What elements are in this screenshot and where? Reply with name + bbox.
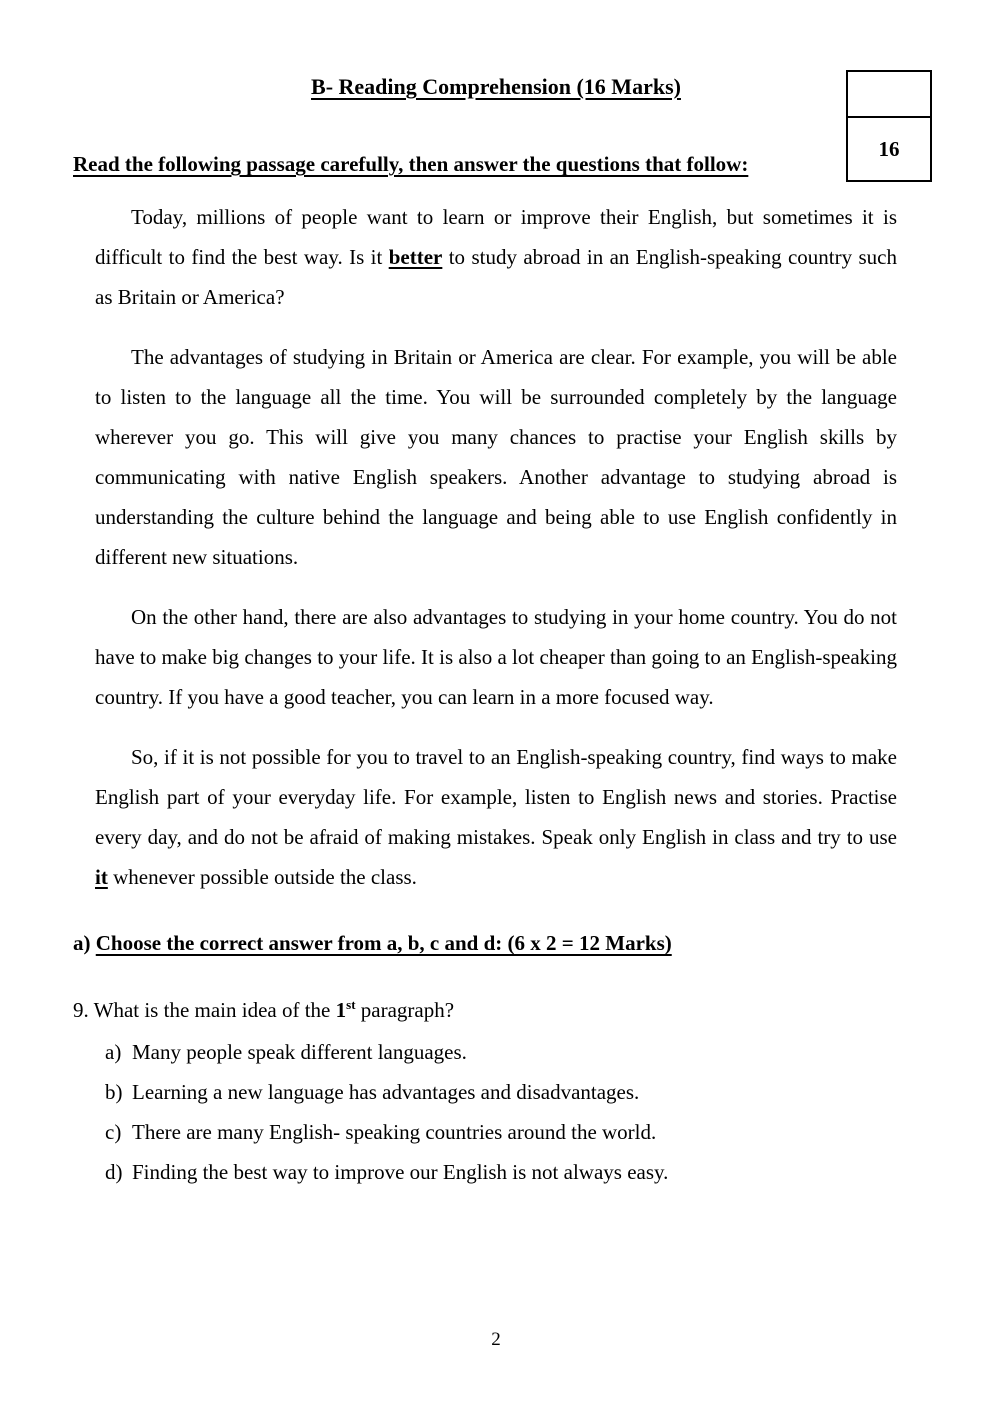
option-c-text: There are many English- speaking countries around the world. (132, 1120, 657, 1144)
section-a-heading-text: Choose the correct answer from a, b, c and d: (6 x 2 = 12 Marks) (95, 931, 672, 955)
paragraph-1-text-before: Today, millions of people want to learn or improve their English, but sometimes it is difficult to find the best way. Is it (95, 205, 897, 269)
option-d-text: Finding the best way to improve our English is not always easy. (132, 1160, 669, 1184)
option-a-text: Many people speak different languages. (132, 1040, 467, 1064)
question-9-suffix: paragraph? (355, 998, 455, 1022)
instruction-heading: Read the following passage carefully, then answer the questions that follow: (73, 152, 749, 176)
paragraph-4-text-after: whenever possible outside the class. (107, 865, 417, 889)
passage-paragraph-4 (95, 737, 897, 897)
page-number: 2 (491, 1329, 501, 1350)
section-a-heading (73, 923, 919, 963)
option-b (105, 1072, 919, 1112)
reading-passage (73, 197, 919, 897)
option-d-label: d) (105, 1160, 123, 1184)
emphasis-word-better: better (388, 245, 443, 269)
option-c (105, 1112, 919, 1152)
option-a (105, 1032, 919, 1072)
question-9-options (73, 1032, 919, 1192)
option-a-label: a) (105, 1040, 122, 1064)
emphasis-word-it: it (95, 865, 108, 889)
option-c-label: c) (105, 1120, 122, 1144)
passage-paragraph-3: On the other hand, there are also advantages to studying in your home country. You do not have to make big changes to your life. It is also a lot cheaper than going to an English-speaking country. If you have a good teacher, you can learn in a more focused way. (95, 605, 897, 709)
option-d (105, 1152, 919, 1192)
option-b-label: b) (105, 1080, 123, 1104)
passage-paragraph-2: The advantages of studying in Britain or America are clear. For example, you will be able to listen to the language all the time. You will be surrounded completely by the language wherever you go. This will give you many chances to practise your English skills by communicating with native English speakers. Another advantage to studying abroad is understanding the culture behind the language and being able to use English confidently in different new situations. (95, 345, 897, 569)
marks-value: 16 (878, 136, 900, 161)
section-a-label: a) (73, 931, 91, 955)
section-title: B- Reading Comprehension (16 Marks) (311, 74, 681, 99)
paragraph-4-text-before: So, if it is not possible for you to travel to an English-speaking country, find ways to make English part of your everyday life. For example, listen to English news and stories. Practise every day, and do not be afraid of making mistakes. Speak only English in class and try to use (95, 745, 897, 849)
question-9-ordinal-suffix: st (346, 997, 356, 1012)
option-b-text: Learning a new language has advantages and disadvantages. (132, 1080, 640, 1104)
question-9-text (73, 985, 919, 1030)
question-9-prefix: 9. What is the main idea of the (73, 998, 336, 1022)
marks-box-empty-cell (848, 72, 930, 118)
question-9-ordinal-number: 1 (335, 998, 347, 1022)
marks-box (846, 70, 932, 182)
question-9 (73, 985, 919, 1192)
passage-paragraph-1 (95, 197, 897, 317)
paragraph-1-text-after: to study abroad in an English-speaking country such as Britain or America? (95, 245, 897, 309)
